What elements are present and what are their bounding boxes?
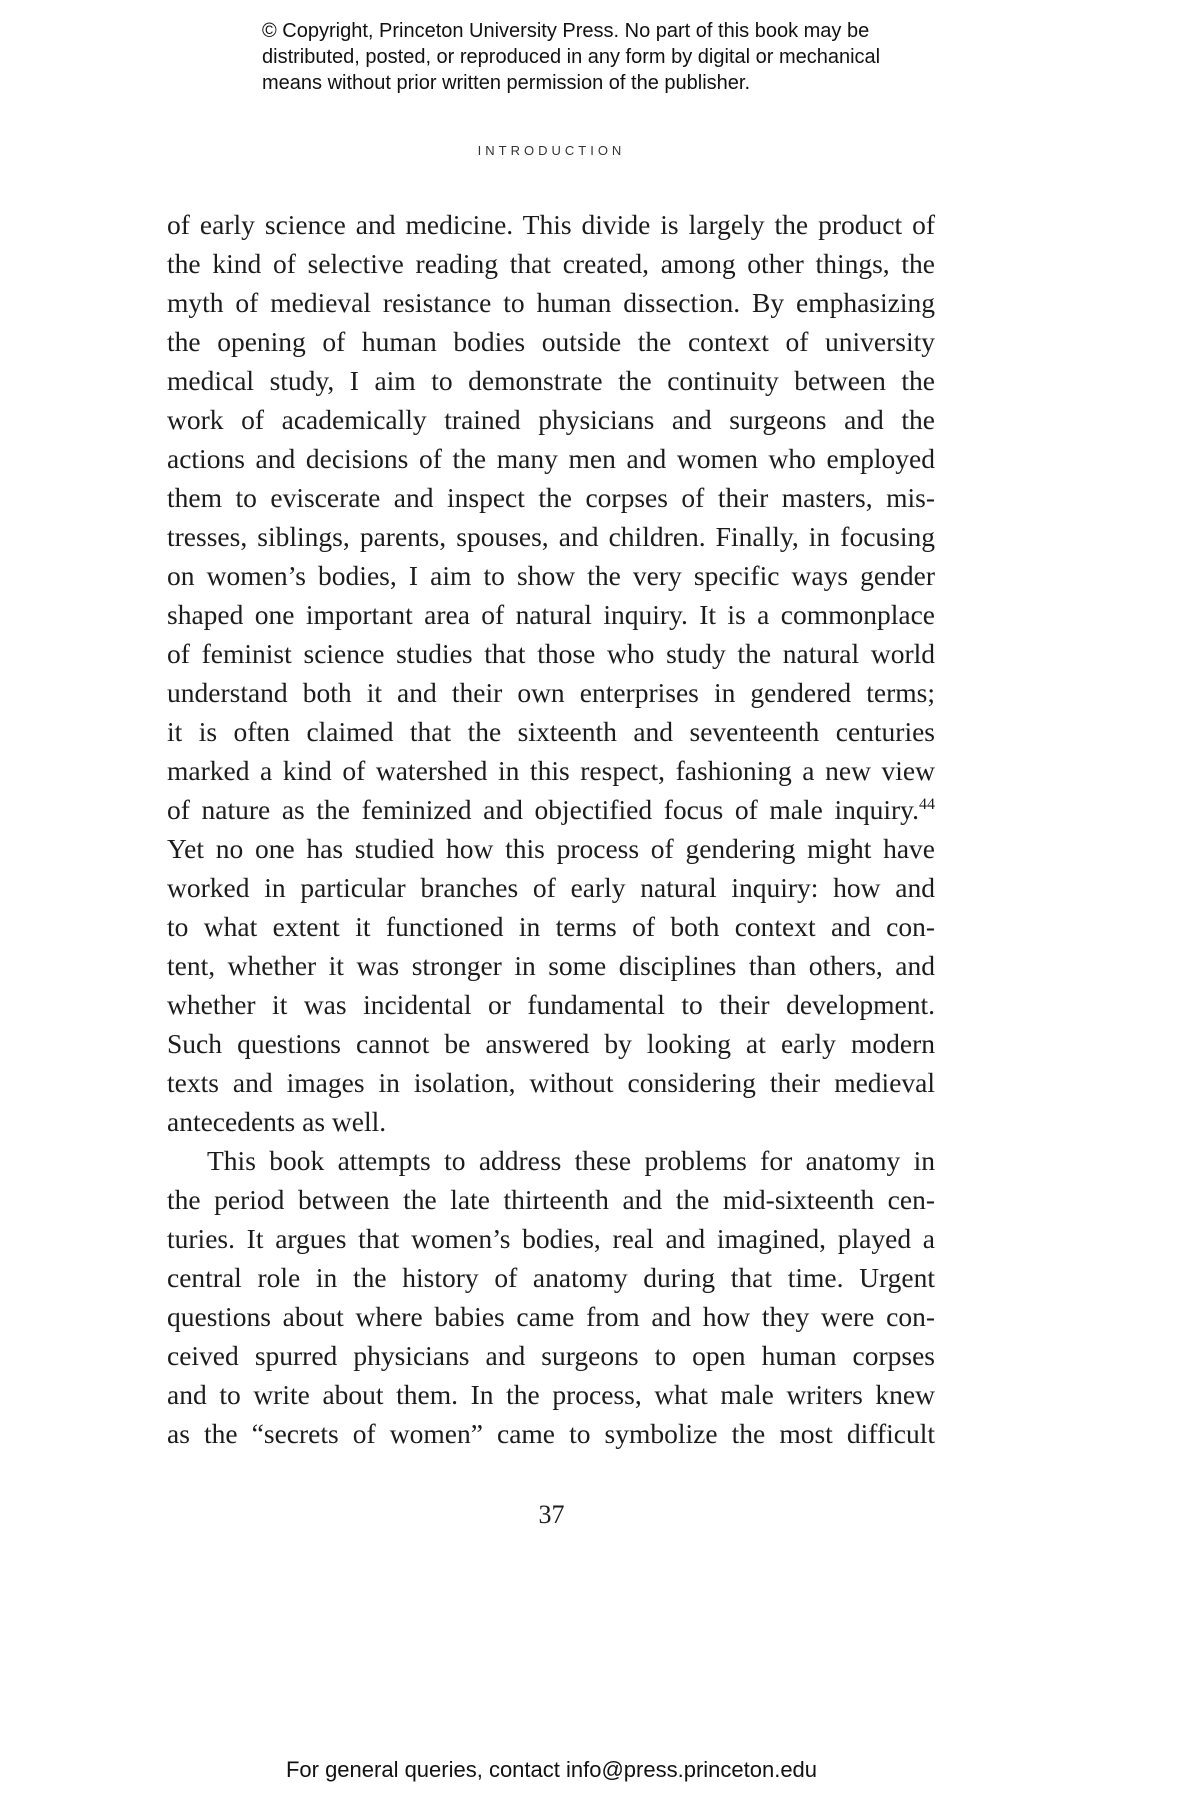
page-number: 37 (538, 1500, 565, 1529)
copyright-line: means without prior written permission of the publisher. (262, 72, 751, 94)
text-line: ceived spurred physicians and surgeons to open human corpses (167, 1340, 935, 1371)
text-line: texts and images in isolation, without considering their medieval (167, 1067, 935, 1098)
copyright-line: distributed, posted, or reproduced in any form by digital or mechanical (262, 46, 881, 68)
footer-contact: For general queries, contact info@press.princeton.edu (285, 1757, 818, 1782)
text-line: medical study, I aim to demonstrate the continuity between the (167, 365, 935, 396)
text-line: This book attempts to address these problems for anatomy in (207, 1145, 935, 1176)
text-line: it is often claimed that the sixteenth and seventeenth centuries (167, 716, 935, 747)
text-line: turies. It argues that women’s bodies, real and imagined, played a (167, 1223, 935, 1254)
text-line-with-footnote (167, 790, 935, 829)
text-line: on women’s bodies, I aim to show the very specific ways gender (167, 560, 935, 591)
text-line-content: of nature as the feminized and objectified focus of male inquiry. (167, 794, 919, 825)
body-text (167, 205, 935, 1453)
copyright-line: © Copyright, Princeton University Press. No part of this book may be (262, 20, 870, 42)
text-line: Such questions cannot be answered by looking at early modern (167, 1028, 935, 1059)
text-line: myth of medieval resistance to human dissection. By emphasizing (167, 287, 935, 318)
running-head: INTRODUCTION (477, 143, 626, 158)
text-line: of early science and medicine. This divide is largely the product of (167, 209, 935, 240)
text-line: actions and decisions of the many men and women who employed (167, 443, 935, 474)
text-line: shaped one important area of natural inquiry. It is a commonplace (167, 599, 935, 630)
text-line: questions about where babies came from and how they were con- (167, 1301, 935, 1332)
text-line: tresses, siblings, parents, spouses, and children. Finally, in focusing (167, 521, 935, 552)
text-line: whether it was incidental or fundamental to their development. (167, 989, 935, 1020)
text-line: the opening of human bodies outside the context of university (167, 326, 935, 357)
text-line: to what extent it functioned in terms of both context and con- (167, 911, 935, 942)
text-line: as the “secrets of women” came to symbolize the most difficult (167, 1418, 935, 1449)
text-line: and to write about them. In the process, what male writers knew (167, 1379, 935, 1410)
text-line: work of academically trained physicians and surgeons and the (167, 404, 935, 435)
footnote-reference: 44 (919, 795, 935, 813)
text-line: understand both it and their own enterprises in gendered terms; (167, 677, 935, 708)
text-line: of feminist science studies that those who study the natural world (167, 638, 935, 669)
text-line: them to eviscerate and inspect the corpses of their masters, mis- (167, 482, 935, 513)
text-line: worked in particular branches of early natural inquiry: how and (167, 872, 935, 903)
text-line: the period between the late thirteenth and the mid-sixteenth cen- (167, 1184, 935, 1215)
copyright-notice (262, 18, 982, 96)
text-line: the kind of selective reading that created, among other things, the (167, 248, 935, 279)
text-line: tent, whether it was stronger in some disciplines than others, and (167, 950, 935, 981)
text-line: antecedents as well. (167, 1106, 387, 1137)
text-line: marked a kind of watershed in this respect, fashioning a new view (167, 755, 935, 786)
text-line: Yet no one has studied how this process of gendering might have (167, 833, 935, 864)
text-line: central role in the history of anatomy during that time. Urgent (167, 1262, 935, 1293)
